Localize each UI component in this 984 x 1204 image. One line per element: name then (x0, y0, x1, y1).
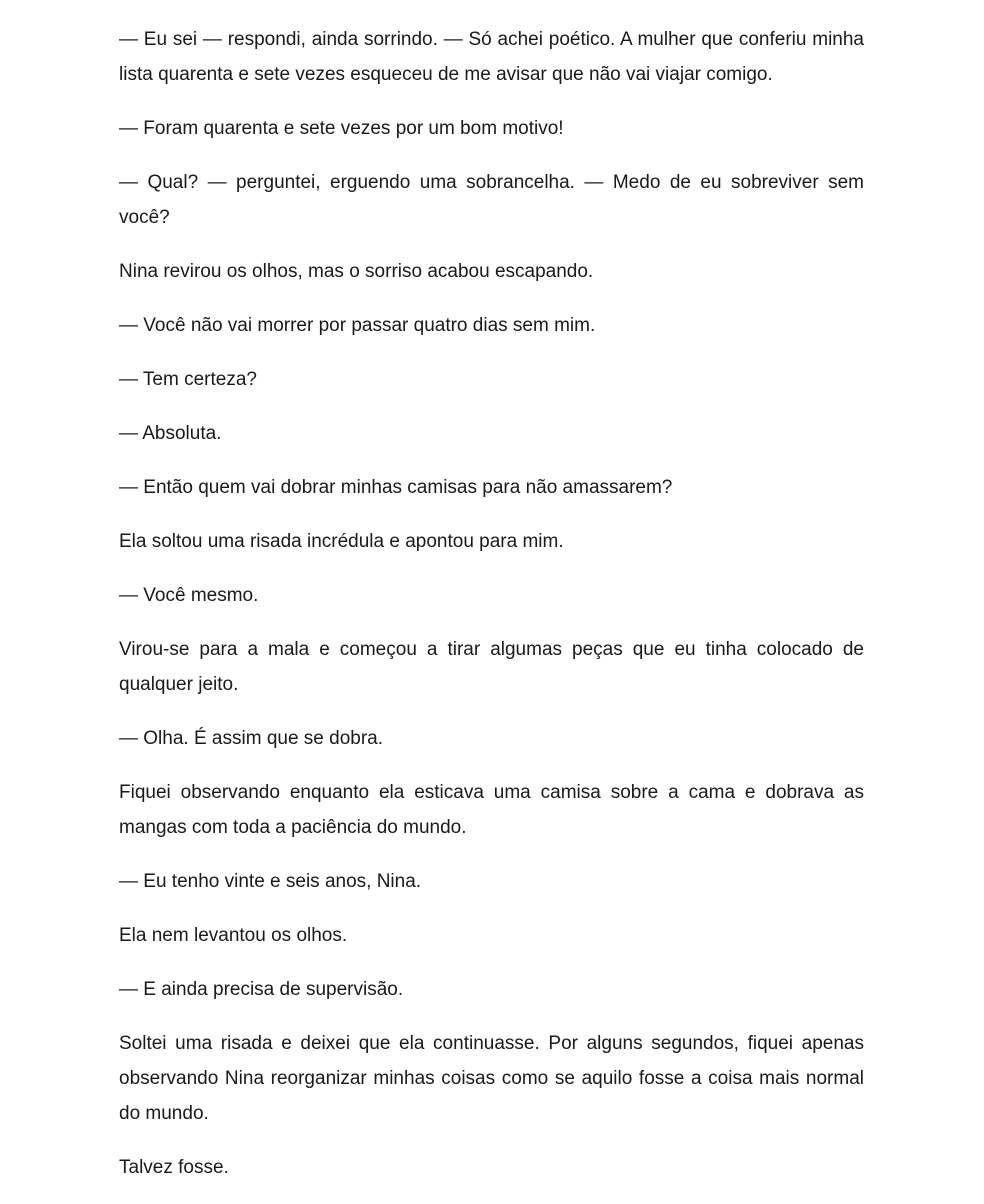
paragraph: — Foram quarenta e sete vezes por um bom motivo! (119, 118, 564, 139)
paragraph: Virou-se para a mala e começou a tirar algumas peças que eu tinha colocado de qualquer jeito. (119, 639, 864, 695)
paragraph: — Você mesmo. (119, 585, 259, 606)
paragraph: — Eu sei — respondi, ainda sorrindo. — Só achei poético. A mulher que conferiu minha lista quarenta e sete vezes esqueceu de me avisar que não vai viajar comigo. (119, 29, 864, 85)
paragraph: — E ainda precisa de supervisão. (119, 979, 404, 1000)
paragraph: Ela soltou uma risada incrédula e apontou para mim. (119, 531, 564, 552)
paragraph: — Você não vai morrer por passar quatro dias sem mim. (119, 315, 596, 336)
paragraph: — Absoluta. (119, 423, 222, 444)
document-page (119, 22, 864, 1204)
paragraph: Nina revirou os olhos, mas o sorriso acabou escapando. (119, 261, 594, 282)
paragraph: Talvez fosse. (119, 1157, 229, 1178)
paragraph: Fiquei observando enquanto ela esticava uma camisa sobre a cama e dobrava as mangas com toda a paciência do mundo. (119, 782, 864, 838)
paragraph: Ela nem levantou os olhos. (119, 925, 348, 946)
paragraph: — Olha. É assim que se dobra. (119, 728, 384, 749)
paragraph: — Eu tenho vinte e seis anos, Nina. (119, 871, 422, 892)
paragraph: Soltei uma risada e deixei que ela continuasse. Por alguns segundos, fiquei apenas observando Nina reorganizar minhas coisas como se aquilo fosse a coisa mais normal do mundo. (119, 1033, 864, 1124)
paragraph: — Tem certeza? (119, 369, 257, 390)
paragraph: — Então quem vai dobrar minhas camisas para não amassarem? (119, 477, 673, 498)
paragraph: — Qual? — perguntei, erguendo uma sobrancelha. — Medo de eu sobreviver sem você? (119, 172, 864, 228)
